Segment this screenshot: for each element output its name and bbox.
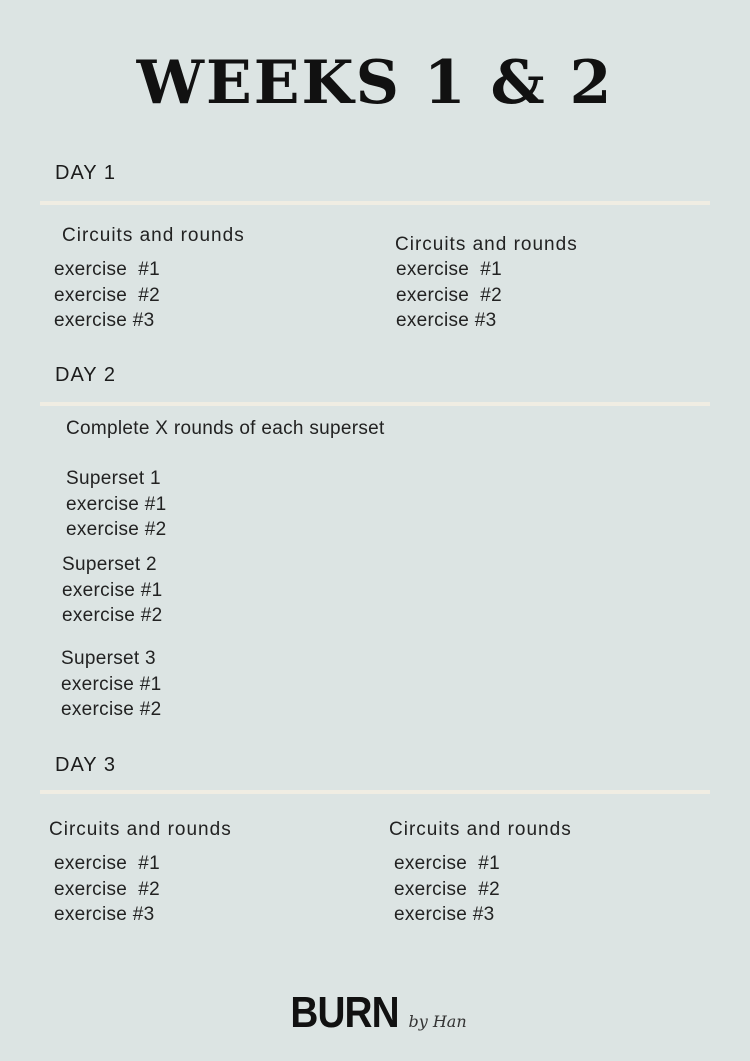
day-2-instruction: Complete X rounds of each superset — [66, 418, 385, 439]
exercise-item: exercise #1 — [396, 259, 503, 280]
day-1-left-exercise-list — [54, 257, 160, 334]
superset-3 — [61, 646, 161, 723]
day-3-divider — [40, 790, 710, 794]
day-1-divider — [40, 201, 710, 205]
exercise-item: exercise #3 — [394, 904, 495, 925]
exercise-item: exercise #3 — [396, 310, 497, 331]
exercise-item: exercise #2 — [66, 519, 167, 540]
day-2-label: DAY 2 — [55, 364, 116, 386]
exercise-item: exercise #2 — [62, 605, 163, 626]
superset-label: Superset 1 — [66, 468, 161, 489]
superset-label: Superset 3 — [61, 648, 156, 669]
day-1-right-exercise-list — [396, 257, 502, 334]
exercise-item: exercise #2 — [61, 699, 162, 720]
logo-wordmark: BURN — [290, 988, 400, 1037]
exercise-item: exercise #2 — [394, 878, 501, 900]
day-3-right-heading: Circuits and rounds — [389, 819, 572, 840]
day-2-divider — [40, 402, 710, 406]
exercise-item: exercise #1 — [66, 493, 167, 515]
day-3-right-exercise-list — [394, 851, 500, 928]
exercise-item: exercise #1 — [61, 673, 162, 695]
exercise-item: exercise #2 — [54, 878, 161, 900]
exercise-item: exercise #1 — [54, 853, 161, 874]
exercise-item: exercise #1 — [394, 853, 501, 874]
exercise-item: exercise #3 — [54, 904, 155, 925]
page-title: WEEKS 1 & 2 — [136, 48, 614, 118]
day-1-right-heading: Circuits and rounds — [395, 234, 578, 255]
day-3-left-exercise-list — [54, 851, 160, 928]
exercise-item: exercise #2 — [54, 284, 161, 306]
exercise-item: exercise #1 — [62, 579, 163, 601]
day-3-left-heading: Circuits and rounds — [49, 819, 232, 840]
superset-label: Superset 2 — [62, 554, 157, 575]
exercise-item: exercise #2 — [396, 284, 503, 306]
brand-logo — [0, 988, 750, 1038]
exercise-item: exercise #3 — [54, 310, 155, 331]
superset-2 — [62, 552, 162, 629]
day-1-left-heading: Circuits and rounds — [62, 225, 245, 246]
day-1-label: DAY 1 — [55, 162, 116, 184]
exercise-item: exercise #1 — [54, 259, 161, 280]
logo-byline: by Han — [408, 1012, 467, 1031]
superset-1 — [66, 466, 166, 543]
day-3-label: DAY 3 — [55, 754, 116, 776]
